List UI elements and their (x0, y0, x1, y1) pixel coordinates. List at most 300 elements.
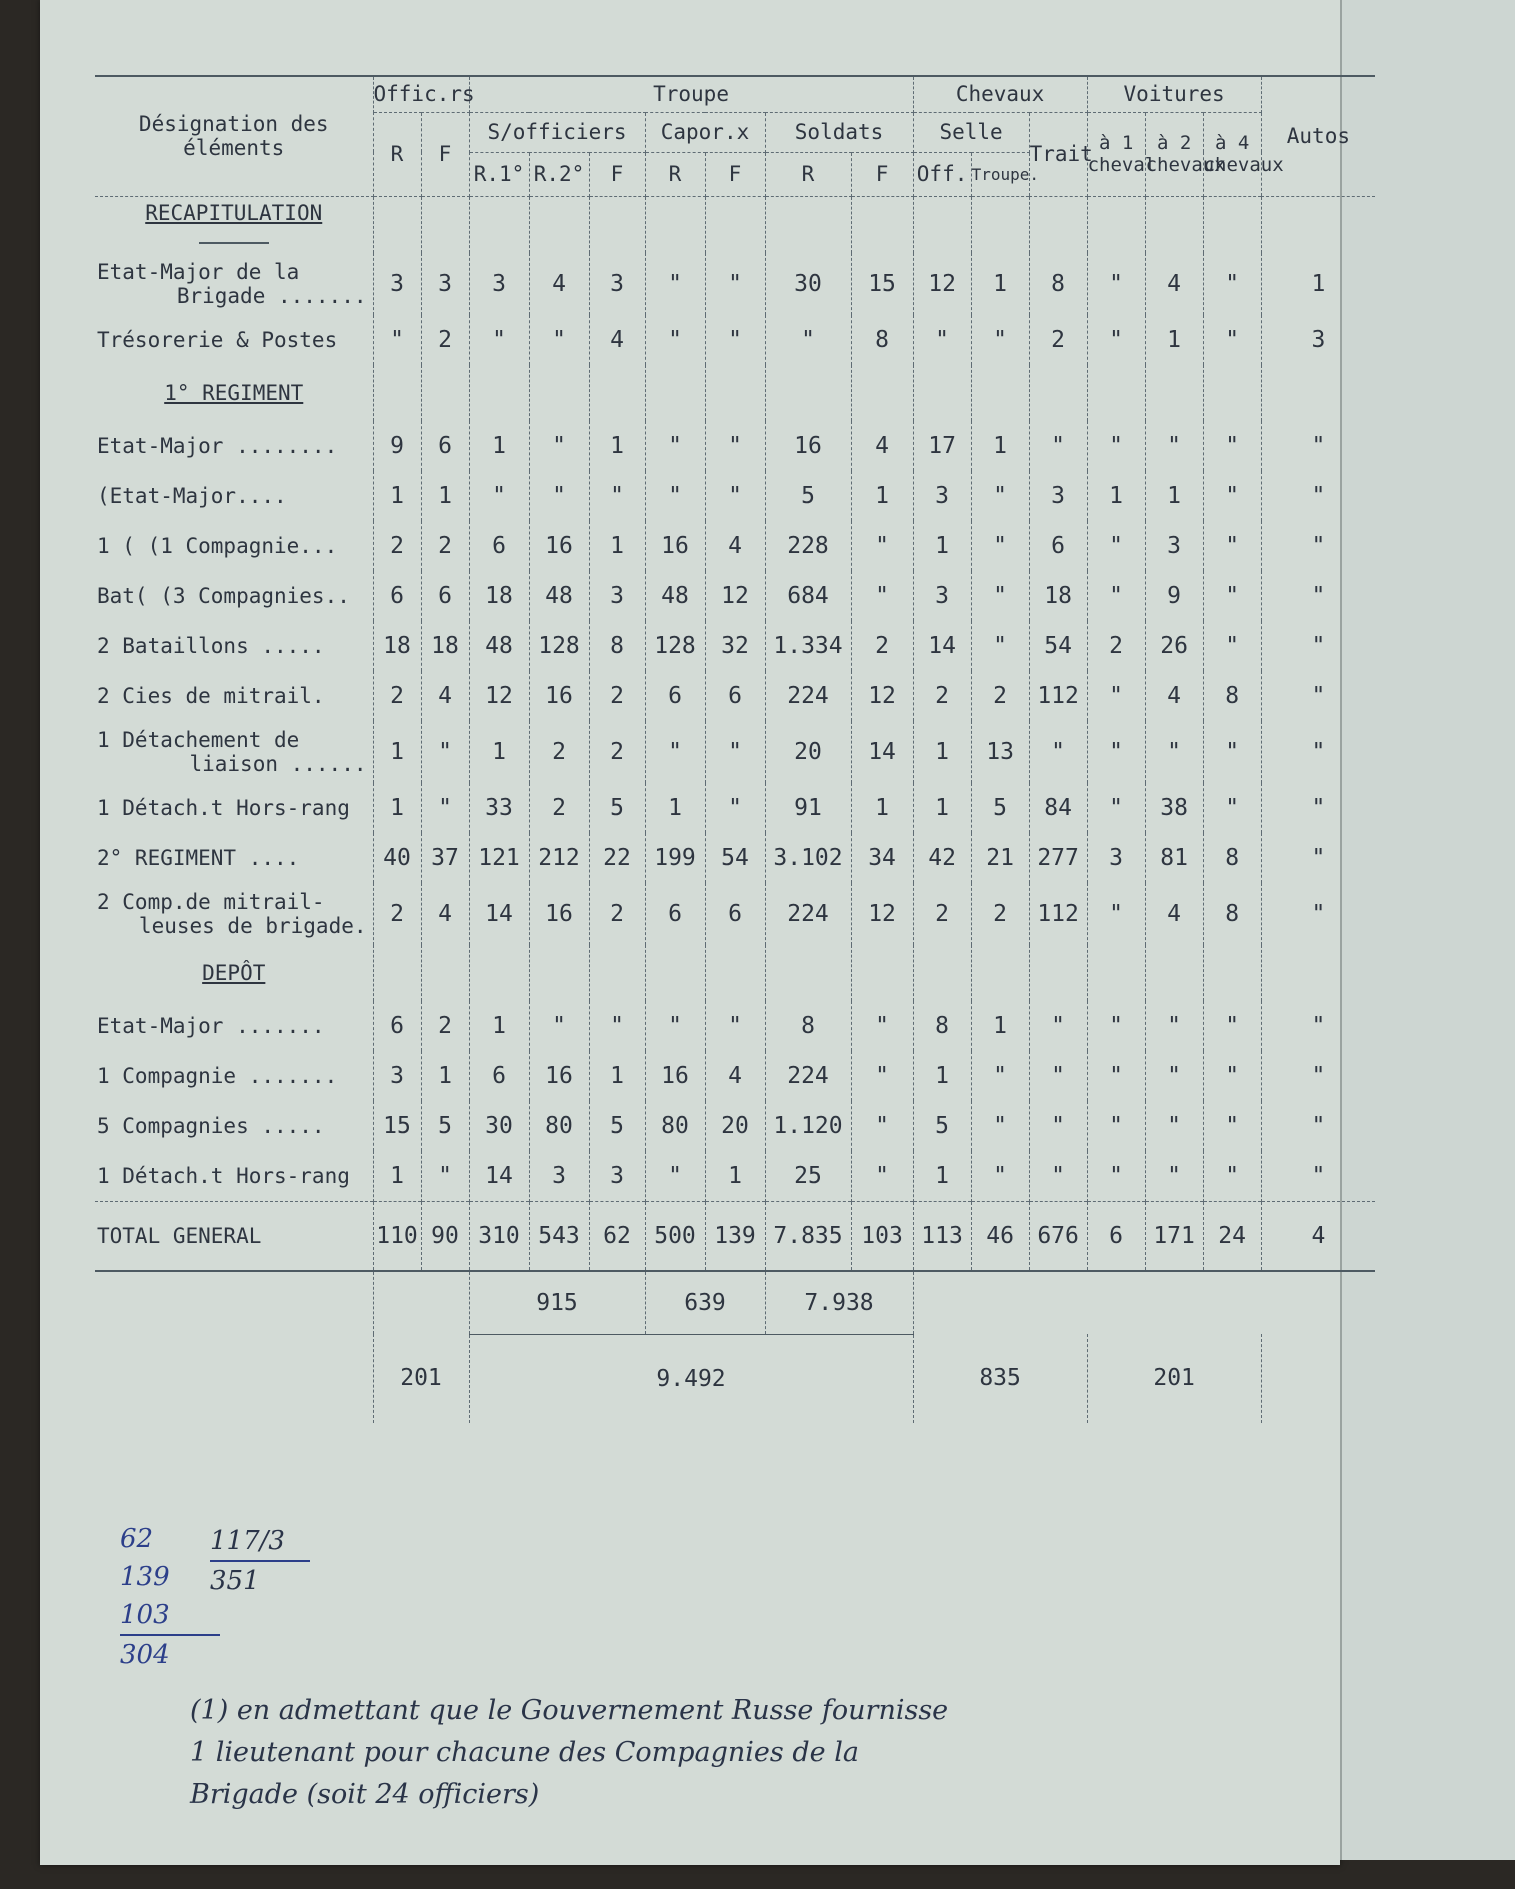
table-cell: 5 (589, 783, 645, 833)
table-cell: 1 (1145, 315, 1203, 365)
table-cell: 54 (705, 833, 765, 883)
table-cell: 6 (373, 1001, 421, 1051)
header-cap-r: R (645, 152, 705, 196)
table-cell: 1 (373, 471, 421, 521)
header-voitures: Voitures (1087, 76, 1261, 112)
table-cell: 5 (589, 1101, 645, 1151)
table-row (95, 1151, 1375, 1202)
row-label-line: liaison ...... (189, 751, 367, 776)
table-cell: " (765, 315, 851, 365)
table-cell: 4 (421, 671, 469, 721)
row-label-line: 1 Détach.t Hors-rang (97, 1163, 350, 1188)
header-selle-off: Off. (913, 152, 971, 196)
row-label (95, 783, 373, 833)
table-cell: 3 (1145, 521, 1203, 571)
table-cell: 18 (373, 621, 421, 671)
table-cell: " (469, 315, 529, 365)
table-cell: " (1087, 671, 1145, 721)
table-cell: 1 (705, 1151, 765, 1202)
table-cell: 3 (589, 571, 645, 621)
table-cell: 18 (421, 621, 469, 671)
table-cell: 1 (589, 521, 645, 571)
table-cell: 8 (1203, 883, 1261, 945)
table-cell: 4 (1145, 671, 1203, 721)
table-cell: " (971, 1051, 1029, 1101)
row-label-line: Etat-Major ....... (97, 1013, 325, 1038)
table-cell: 3 (913, 571, 971, 621)
table-cell: " (1311, 1162, 1326, 1189)
table-cell: " (913, 315, 971, 365)
grand-subtotal-officiers: 201 (373, 1334, 469, 1423)
row-label (95, 471, 373, 521)
table-cell: 8 (1203, 833, 1261, 883)
table-cell: " (705, 783, 765, 833)
table-cell: 3 (589, 253, 645, 315)
table-cell: 12 (469, 671, 529, 721)
table-cell: " (469, 471, 529, 521)
table-cell: " (1087, 521, 1145, 571)
table-row (95, 421, 1375, 471)
total-cell: 7.835 (765, 1201, 851, 1271)
table-cell: 42 (913, 833, 971, 883)
table-cell: 4 (705, 1051, 765, 1101)
recap-table (95, 75, 1375, 1423)
table-cell: 1 (469, 421, 529, 471)
table-row (95, 621, 1375, 671)
table-cell: 12 (851, 883, 913, 945)
table-cell: 3 (421, 253, 469, 315)
section-recap-label: RECAPITULATION (145, 200, 323, 225)
table-row (95, 833, 1375, 883)
table-cell: 1 (1311, 270, 1326, 297)
table-cell: " (1087, 721, 1145, 783)
table-row (95, 721, 1375, 783)
table-cell: 1 (913, 1051, 971, 1101)
table-cell: " (589, 471, 645, 521)
table-cell: " (1203, 571, 1261, 621)
row-label-line: 1 Compagnie ....... (97, 1063, 338, 1088)
table-cell: 25 (765, 1151, 851, 1202)
table-row (95, 671, 1375, 721)
table-cell: 33 (469, 783, 529, 833)
table-cell: " (1145, 721, 1203, 783)
table-cell: 1 (851, 471, 913, 521)
table-cell: " (1145, 1051, 1203, 1101)
table-cell: " (645, 721, 705, 783)
table-cell: " (421, 721, 469, 783)
table-cell: 4 (705, 521, 765, 571)
table-cell: 16 (529, 1051, 589, 1101)
table-cell: 20 (765, 721, 851, 783)
table-cell: 14 (913, 621, 971, 671)
header-autos: Autos (1261, 76, 1375, 196)
grand-subtotal-voitures: 201 (1087, 1334, 1261, 1423)
table-cell: " (645, 1001, 705, 1051)
table-cell: 3 (373, 253, 421, 315)
table-cell: 2 (421, 521, 469, 571)
total-cell: 24 (1203, 1201, 1261, 1271)
table-cell: 21 (971, 833, 1029, 883)
table-cell: " (851, 1101, 913, 1151)
total-cell: 171 (1145, 1201, 1203, 1271)
table-cell: 2 (421, 1001, 469, 1051)
table-cell: 14 (851, 721, 913, 783)
table-cell: 40 (373, 833, 421, 883)
table-cell: 2 (373, 671, 421, 721)
table-cell: 3 (469, 253, 529, 315)
total-cell: 113 (913, 1201, 971, 1271)
table-cell: " (1203, 253, 1261, 315)
table-cell: 3 (1029, 471, 1087, 521)
table-cell: 1.120 (765, 1101, 851, 1151)
table-cell: 20 (705, 1101, 765, 1151)
row-label-line: 5 Compagnies ..... (97, 1113, 325, 1138)
table-cell: 16 (765, 421, 851, 471)
table-cell: 1 (373, 721, 421, 783)
row-label-line: 1 Détachement de (97, 727, 300, 752)
row-label (95, 1001, 373, 1051)
table-row (95, 253, 1375, 315)
total-cell: 676 (1029, 1201, 1087, 1271)
row-label (95, 315, 373, 365)
header-chevaux: Chevaux (913, 76, 1087, 112)
table-cell: " (1311, 1112, 1326, 1139)
table-cell: " (1087, 1001, 1145, 1051)
table-cell: 1.334 (765, 621, 851, 671)
row-label-line: 2° REGIMENT .... (97, 845, 300, 870)
table-cell: 12 (913, 253, 971, 315)
table-cell: " (1203, 421, 1261, 471)
table-cell: " (971, 1101, 1029, 1151)
table-cell: " (1311, 582, 1326, 609)
handwritten-number: 103 (120, 1600, 170, 1630)
header-voit2: à 2 chevaux (1145, 112, 1203, 196)
table-cell: 18 (1029, 571, 1087, 621)
table-cell: " (1029, 1051, 1087, 1101)
table-cell: " (589, 1001, 645, 1051)
table-cell: 13 (971, 721, 1029, 783)
table-cell: " (1087, 1151, 1145, 1202)
table-cell: " (1311, 794, 1326, 821)
table-cell: " (1087, 1051, 1145, 1101)
row-label (95, 253, 373, 315)
table-cell: 1 (373, 783, 421, 833)
table-cell: " (1311, 844, 1326, 871)
row-label-line: Trésorerie & Postes (97, 327, 338, 352)
table-cell: 3 (589, 1151, 645, 1202)
table-cell: " (851, 571, 913, 621)
table-cell: " (971, 621, 1029, 671)
row-label-line: 1 Détach.t Hors-rang (97, 795, 350, 820)
row-label-line: Brigade ....... (176, 283, 367, 308)
header-off-f: F (421, 112, 469, 196)
table-row (95, 1001, 1375, 1051)
table-cell: " (1087, 883, 1145, 945)
table-cell: " (1203, 1001, 1261, 1051)
table-cell: 2 (373, 521, 421, 571)
table-row (95, 571, 1375, 621)
table-cell: 8 (589, 621, 645, 671)
table-cell: " (1029, 1151, 1087, 1202)
table-cell: " (705, 1001, 765, 1051)
row-label (95, 721, 373, 783)
table-cell: " (1087, 783, 1145, 833)
table-cell: 6 (373, 571, 421, 621)
total-row (95, 1201, 1375, 1271)
table-cell: " (1311, 632, 1326, 659)
table-row (95, 1051, 1375, 1101)
table-cell: " (1145, 1001, 1203, 1051)
table-cell: 2 (589, 671, 645, 721)
total-cell: 90 (421, 1201, 469, 1271)
section-divider (199, 242, 269, 244)
table-cell: " (645, 1151, 705, 1202)
total-cell: 6 (1087, 1201, 1145, 1271)
table-cell: 4 (529, 253, 589, 315)
row-label (95, 421, 373, 471)
table-cell: 16 (529, 883, 589, 945)
table-cell: 6 (469, 521, 529, 571)
table-cell: 8 (913, 1001, 971, 1051)
subtotal-sous_officiers: 915 (469, 1271, 645, 1335)
table-cell: " (421, 1151, 469, 1202)
subtotal-soldats: 7.938 (765, 1271, 913, 1335)
table-cell: 1 (373, 1151, 421, 1202)
table-cell: 17 (913, 421, 971, 471)
table-cell: 48 (645, 571, 705, 621)
header-sol-f: F (851, 152, 913, 196)
header-officiers: Offic.rs (373, 76, 469, 112)
table-cell: 1 (469, 1001, 529, 1051)
table-cell: 1 (1145, 471, 1203, 521)
table-cell: 16 (529, 671, 589, 721)
table-cell: 6 (705, 883, 765, 945)
table-cell: 6 (421, 571, 469, 621)
table-cell: " (1087, 253, 1145, 315)
table-cell: " (1087, 571, 1145, 621)
table-cell: 16 (645, 1051, 705, 1101)
table-cell: 38 (1145, 783, 1203, 833)
row-label-line: Etat-Major ........ (97, 433, 338, 458)
table-cell: 128 (529, 621, 589, 671)
table-cell: 2 (851, 621, 913, 671)
table-cell: 1 (589, 1051, 645, 1101)
table-cell: 2 (971, 671, 1029, 721)
total-cell: 310 (469, 1201, 529, 1271)
row-label (95, 571, 373, 621)
table-row (95, 783, 1375, 833)
table-cell: " (705, 471, 765, 521)
table-cell: 32 (705, 621, 765, 671)
table-cell: " (971, 1151, 1029, 1202)
table-cell: " (1311, 482, 1326, 509)
table-cell: " (645, 421, 705, 471)
table-row (95, 521, 1375, 571)
table-cell: 3 (529, 1151, 589, 1202)
table-cell: 14 (469, 883, 529, 945)
table-cell: 6 (645, 883, 705, 945)
document-page (40, 0, 1350, 1865)
table-cell: 12 (705, 571, 765, 621)
table-cell: " (851, 1151, 913, 1202)
row-label (95, 1101, 373, 1151)
table-cell: 3.102 (765, 833, 851, 883)
table-cell: " (1311, 432, 1326, 459)
table-cell: " (705, 721, 765, 783)
table-cell: 1 (645, 783, 705, 833)
table-cell: 8 (1203, 671, 1261, 721)
table-cell: 5 (421, 1101, 469, 1151)
table-cell: " (529, 315, 589, 365)
table-cell: 212 (529, 833, 589, 883)
table-cell: 1 (913, 1151, 971, 1202)
table-cell: 91 (765, 783, 851, 833)
table-row (95, 315, 1375, 365)
table-row (95, 945, 1375, 1001)
table-cell: " (1087, 315, 1145, 365)
table-cell: " (1311, 1012, 1326, 1039)
table-cell: " (645, 253, 705, 315)
table-cell: 1 (589, 421, 645, 471)
row-label-line: (Etat-Major.... (97, 483, 287, 508)
total-cell: 139 (705, 1201, 765, 1271)
table-cell: 2 (373, 883, 421, 945)
header-voit1: à 1 cheval (1087, 112, 1145, 196)
table-cell: 112 (1029, 671, 1087, 721)
table-cell: " (1145, 1151, 1203, 1202)
table-cell: " (1087, 1101, 1145, 1151)
table-cell: " (645, 471, 705, 521)
table-cell: 2 (589, 721, 645, 783)
table-cell: 1 (421, 1051, 469, 1101)
table-cell: " (851, 1051, 913, 1101)
table-cell: 224 (765, 671, 851, 721)
table-row (95, 365, 1375, 421)
table-cell: 2 (971, 883, 1029, 945)
row-label-line: 1 ( (1 Compagnie... (97, 533, 338, 558)
table-cell: 1 (1087, 471, 1145, 521)
row-label-line: Etat-Major de la (97, 259, 300, 284)
handwritten-footnote: (1) en admettant que le Gouvernement Russe fournisse 1 lieutenant pour chacune des Compagnies de la Brigade (soit 24 officiers) (190, 1695, 949, 1810)
header-designation: Désignation des éléments (95, 76, 373, 196)
total-cell: 110 (373, 1201, 421, 1271)
table-cell: " (1145, 1101, 1203, 1151)
handwritten-calculation-2 (210, 1522, 310, 1600)
table-cell: " (1311, 738, 1326, 765)
row-label-line: 2 Bataillons ..... (97, 633, 325, 658)
table-cell: " (1311, 900, 1326, 927)
header-trait: Trait (1029, 112, 1087, 196)
table-cell: " (971, 571, 1029, 621)
header-so-r2: R.2° (529, 152, 589, 196)
table-cell: " (851, 1001, 913, 1051)
total-label: TOTAL GENERAL (95, 1201, 373, 1271)
table-cell: 22 (589, 833, 645, 883)
table-cell: 8 (851, 315, 913, 365)
table-cell: " (421, 783, 469, 833)
table-cell: " (1203, 521, 1261, 571)
table-cell: 81 (1145, 833, 1203, 883)
table-cell: " (1311, 532, 1326, 559)
row-label (95, 883, 373, 945)
handwritten-number: 117/3 (210, 1526, 285, 1556)
table-cell: 1 (913, 721, 971, 783)
table-cell: " (705, 315, 765, 365)
table-cell: 2 (421, 315, 469, 365)
handwritten-calculation-1 (120, 1520, 220, 1674)
row-label-line: 2 Comp.de mitrail- (97, 889, 325, 914)
table-cell: 12 (851, 671, 913, 721)
table-cell: 5 (765, 471, 851, 521)
table-cell: 18 (469, 571, 529, 621)
header-off-r: R (373, 112, 421, 196)
table-cell: 3 (1087, 833, 1145, 883)
table-cell: " (1203, 1051, 1261, 1101)
handwritten-number: 139 (120, 1562, 170, 1592)
table-cell: 224 (765, 1051, 851, 1101)
row-label-line: 2 Cies de mitrail. (97, 683, 325, 708)
row-label (95, 833, 373, 883)
table-cell: 3 (913, 471, 971, 521)
header-so-r1: R.1° (469, 152, 529, 196)
table-cell: 8 (765, 1001, 851, 1051)
table-cell: " (1203, 1101, 1261, 1151)
header-cap-f: F (705, 152, 765, 196)
table-cell: 128 (645, 621, 705, 671)
table-cell: " (1203, 721, 1261, 783)
table-cell: 1 (913, 521, 971, 571)
table-cell: " (1203, 783, 1261, 833)
table-cell: 3 (373, 1051, 421, 1101)
table-cell: 3 (1311, 326, 1326, 353)
table-cell: " (529, 1001, 589, 1051)
header-selle: Selle (913, 112, 1029, 152)
table-cell: 54 (1029, 621, 1087, 671)
handwritten-number: 351 (210, 1560, 310, 1600)
table-cell: " (529, 471, 589, 521)
table-cell: 199 (645, 833, 705, 883)
table-cell: 2 (913, 883, 971, 945)
total-cell: 103 (851, 1201, 913, 1271)
grand-subtotal-troupe: 9.492 (469, 1334, 913, 1423)
table-cell: 80 (645, 1101, 705, 1151)
table-cell: " (705, 421, 765, 471)
table-cell: 48 (469, 621, 529, 671)
header-caporaux: Capor.x (645, 112, 765, 152)
table-cell: 6 (469, 1051, 529, 1101)
table-cell: 8 (1029, 253, 1087, 315)
table-cell: " (373, 315, 421, 365)
table-cell: 5 (913, 1101, 971, 1151)
table-cell: 80 (529, 1101, 589, 1151)
header-sol-r: R (765, 152, 851, 196)
table-cell: " (971, 471, 1029, 521)
table-row (95, 883, 1375, 945)
row-label (95, 1051, 373, 1101)
table-cell: 30 (765, 253, 851, 315)
table-cell: 5 (971, 783, 1029, 833)
header-troupe: Troupe (469, 76, 913, 112)
header-sous-officiers: S/officiers (469, 112, 645, 152)
table-cell: 224 (765, 883, 851, 945)
row-label (95, 671, 373, 721)
table-cell: 121 (469, 833, 529, 883)
table-cell: 2 (589, 883, 645, 945)
table-cell: " (1203, 621, 1261, 671)
section-heading: DEPÔT (95, 945, 373, 1001)
row-label-line: Bat( (3 Compagnies.. (97, 583, 350, 608)
table-cell: 2 (1029, 315, 1087, 365)
